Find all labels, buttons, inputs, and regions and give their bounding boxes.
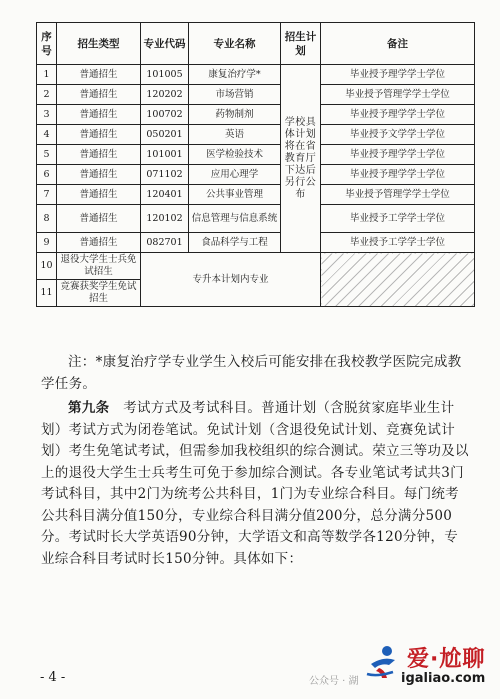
row-name: 医学检验技术 [189,145,281,165]
table-row [37,125,475,145]
header-plan: 招生计划 [281,23,321,65]
row-type: 普通招生 [57,65,141,85]
table-row [37,253,475,280]
row-type: 退役大学生士兵免试招生 [57,253,141,280]
row-type: 普通招生 [57,145,141,165]
row-remark: 毕业授予管理学学士学位 [321,85,475,105]
header-type: 招生类型 [57,23,141,65]
row-no: 4 [37,125,57,145]
header-name: 专业名称 [189,23,281,65]
admission-table [36,22,475,307]
row-type: 普通招生 [57,205,141,233]
table-row [37,145,475,165]
table-row [37,185,475,205]
row-remark: 毕业授予理学学士学位 [321,145,475,165]
row-type: 竞赛获奖学生免试招生 [57,280,141,307]
header-remark: 备注 [321,23,475,65]
row-remark: 毕业授予工学学士学位 [321,205,475,233]
row-type: 普通招生 [57,105,141,125]
special-merged-cell: 专升本计划内专业 [141,253,321,307]
row-name: 公共事业管理 [189,185,281,205]
row-code: 100702 [141,105,189,125]
row-code: 082701 [141,233,189,253]
row-type: 普通招生 [57,233,141,253]
row-no: 7 [37,185,57,205]
row-remark: 毕业授予理学学士学位 [321,105,475,125]
row-remark: 毕业授予理学学士学位 [321,165,475,185]
wechat-caption: 公众号 · 湖 [309,676,359,687]
row-no: 11 [37,280,57,307]
footnote-text: 注：*康复治疗学专业学生入校后可能安排在我校教学医院完成教学任务。 [41,354,462,392]
article-paragraph [41,398,471,570]
article-heading: 第九条 [68,400,110,416]
footnote [41,352,471,395]
header-no: 序号 [37,23,57,65]
article-text [41,398,471,570]
row-name: 食品科学与工程 [189,233,281,253]
row-type: 普通招生 [57,165,141,185]
watermark-logo-icon [365,644,403,680]
row-type: 普通招生 [57,125,141,145]
watermark [365,640,495,690]
page-number: - 4 - [40,670,66,685]
row-name: 应用心理学 [189,165,281,185]
header-code: 专业代码 [141,23,189,65]
row-code: 101005 [141,65,189,85]
row-code: 120102 [141,205,189,233]
row-code: 120202 [141,85,189,105]
row-no: 9 [37,233,57,253]
row-name: 康复治疗学* [189,65,281,85]
row-name: 药物制剂 [189,105,281,125]
table-row [37,165,475,185]
row-no: 8 [37,205,57,233]
row-remark: 毕业授予管理学学士学位 [321,185,475,205]
table-header-row [37,23,475,65]
row-code: 050201 [141,125,189,145]
row-no: 3 [37,105,57,125]
row-code: 120401 [141,185,189,205]
row-code: 101001 [141,145,189,165]
row-name: 信息管理与信息系统 [189,205,281,233]
watermark-url: igaliao.com [401,671,486,686]
table-row [37,105,475,125]
row-code: 071102 [141,165,189,185]
table-row [37,233,475,253]
row-name: 市场营销 [189,85,281,105]
watermark-title: 爱·尬聊 [407,647,486,672]
row-no: 1 [37,65,57,85]
table-row [37,65,475,85]
article-body: 考试方式及考试科目。普通计划（含脱贫家庭毕业生计划）考试方式为闭卷笔试。免试计划（含退役免试计划、竞赛免试计划）考生免笔试考试，但需参加我校组织的综合测试。荣立三等功及以上的退役大学生士兵考生可免于参加综合测试。各专业笔试考试共3门考试科目，其中2门为统考公共科目，1门为专业综合科目。每门统考公共科目满分值150分，专业综合科目满分值200分，总分满分500分。考试时长大学英语90分钟，大学语文和高等数学各120分钟，专业综合科目考试时长150分钟。具体如下： [41,400,469,567]
row-no: 2 [37,85,57,105]
row-no: 6 [37,165,57,185]
row-remark: 毕业授予工学学士学位 [321,233,475,253]
row-type: 普通招生 [57,85,141,105]
table-row [37,85,475,105]
row-remark: 毕业授予文学学士学位 [321,125,475,145]
plan-cell: 学校具体计划将在省教育厅下达后另行公布 [281,65,321,253]
row-remark: 毕业授予理学学士学位 [321,65,475,85]
table-row [37,205,475,233]
hatched-cell [321,253,475,307]
row-no: 10 [37,253,57,280]
row-no: 5 [37,145,57,165]
row-type: 普通招生 [57,185,141,205]
row-name: 英语 [189,125,281,145]
